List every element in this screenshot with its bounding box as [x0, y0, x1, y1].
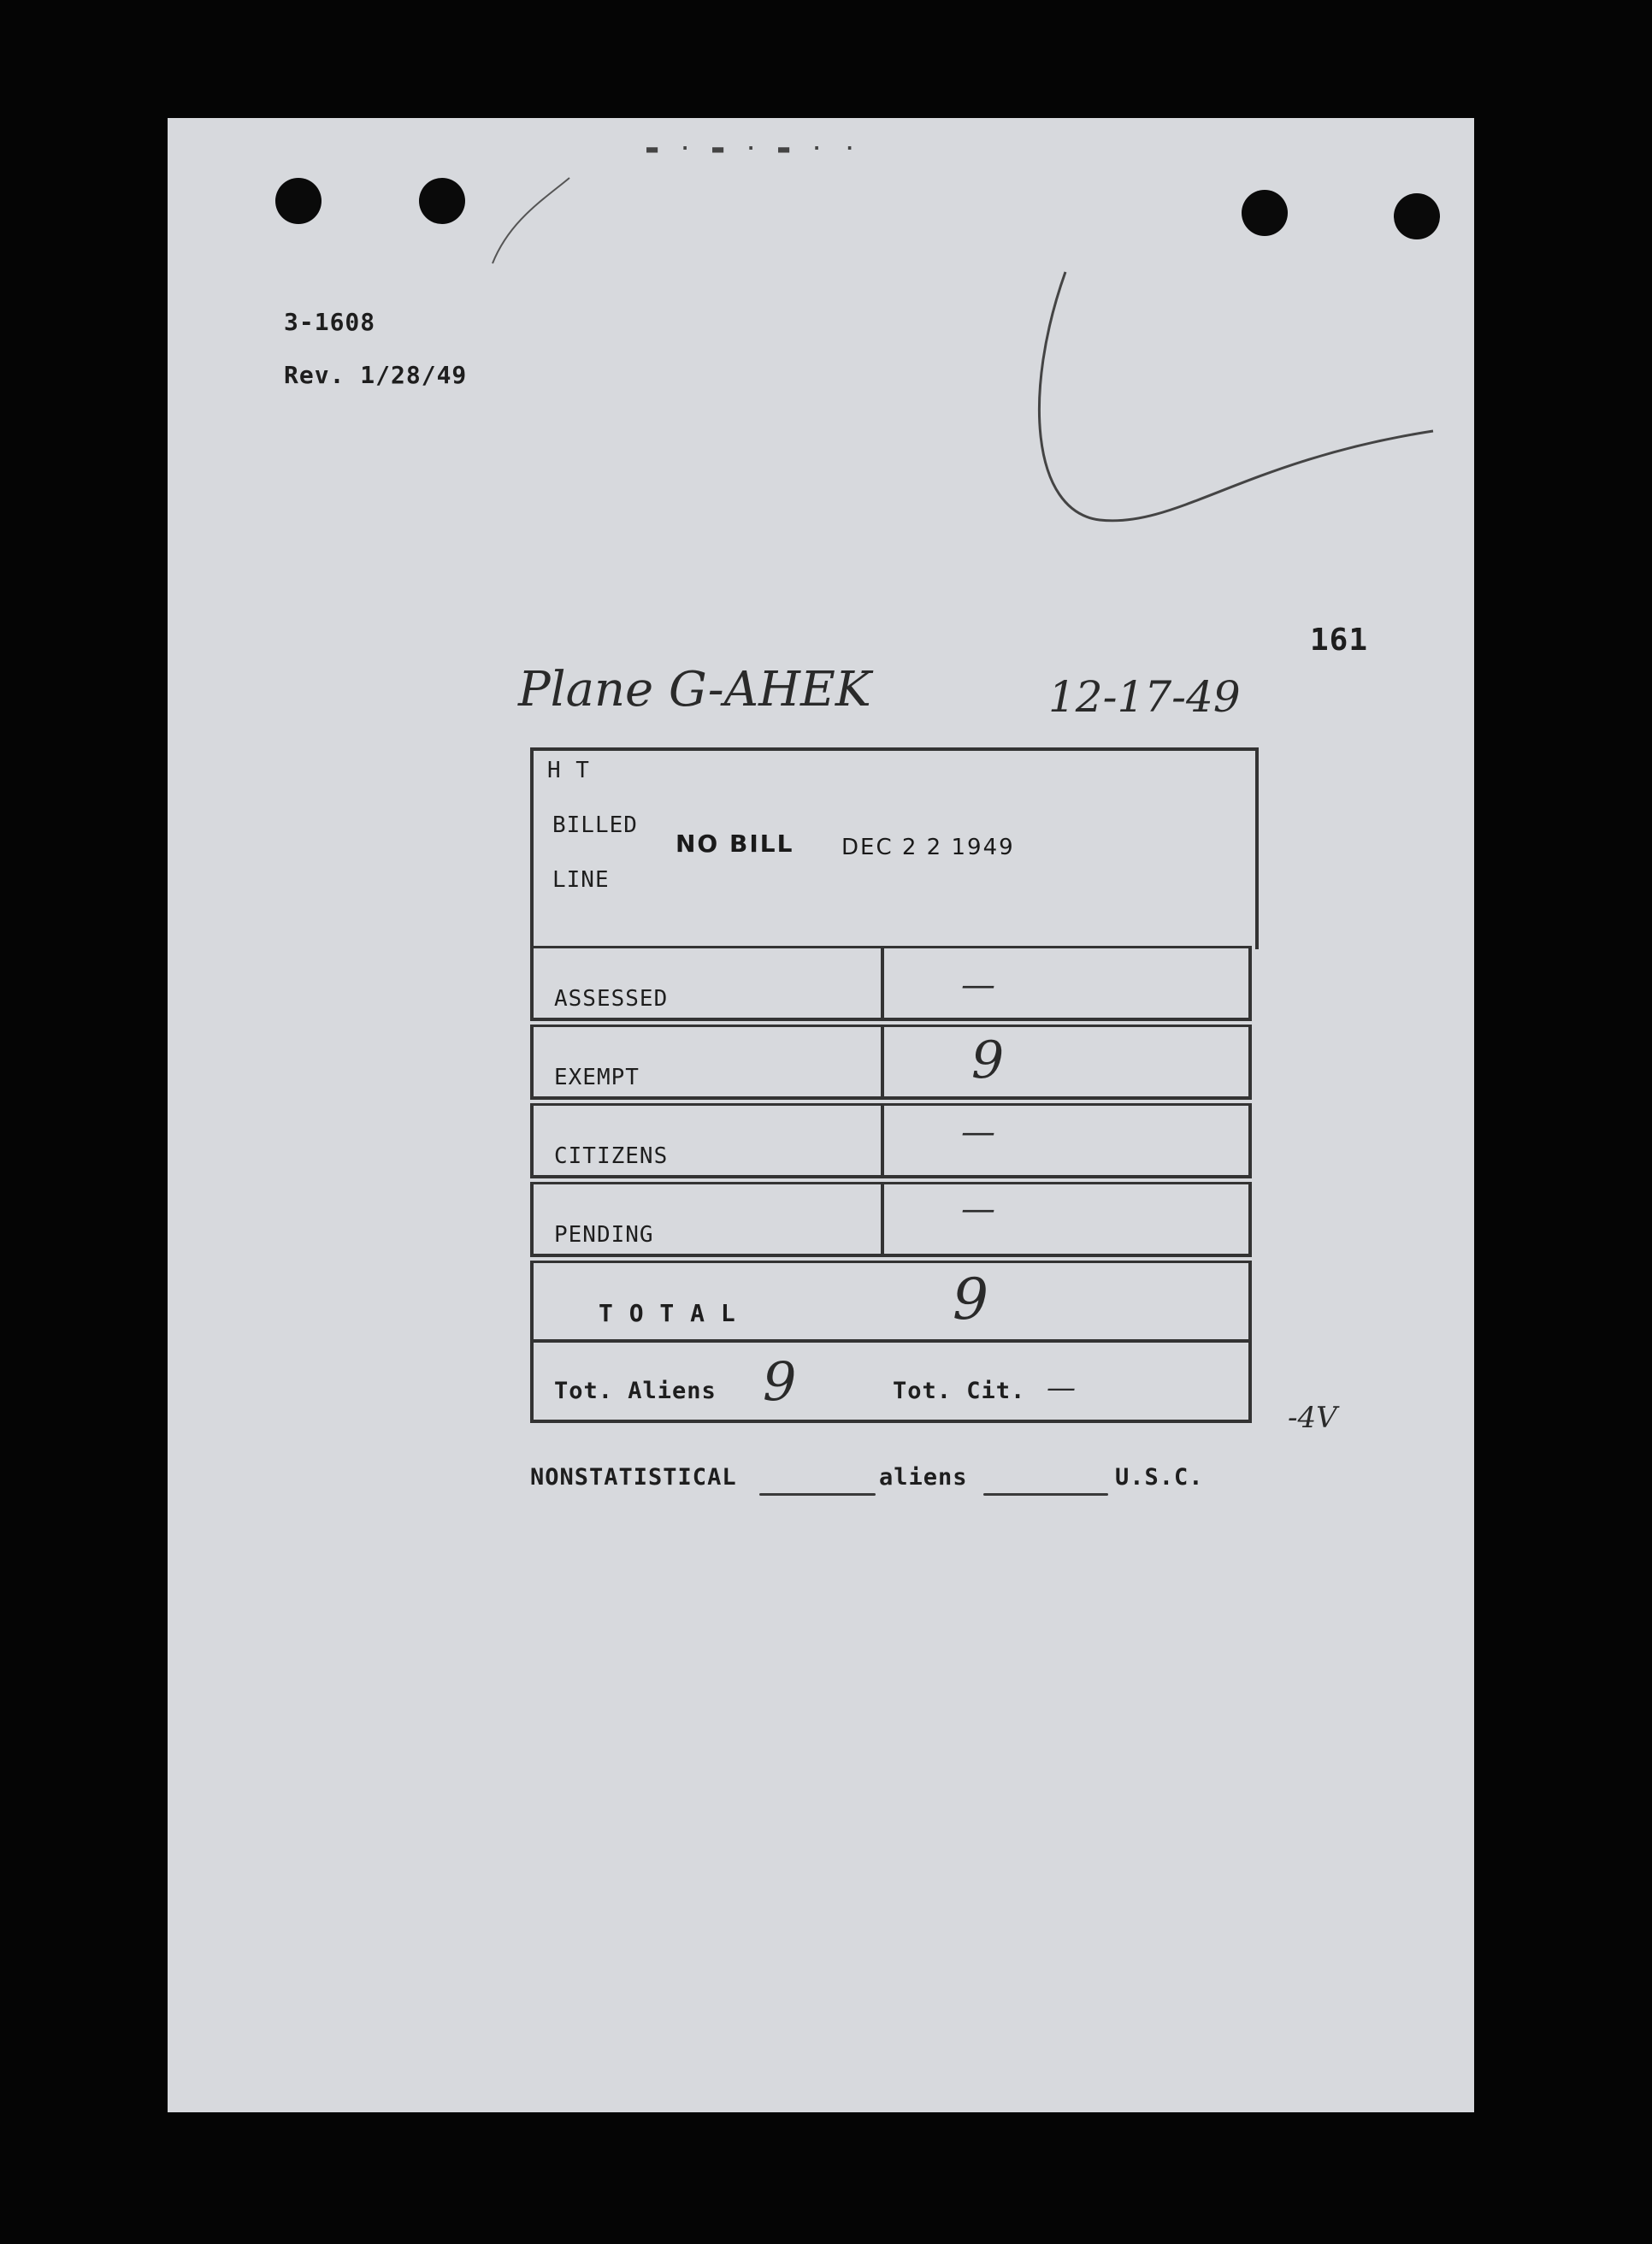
billed-label: BILLED: [552, 812, 638, 838]
no-bill-stamp: NO BILL: [676, 830, 794, 858]
nonstatistical-usc-blank: [983, 1493, 1108, 1496]
row-pending: [530, 1182, 1252, 1257]
row-total: [530, 1261, 1252, 1343]
aliens-label: aliens: [879, 1464, 968, 1491]
row-assessed: [530, 946, 1252, 1021]
document-page: [168, 118, 1474, 2112]
exempt-label: EXEMPT: [554, 1065, 640, 1090]
pending-label: PENDING: [554, 1222, 654, 1248]
row-divider: [881, 948, 884, 1018]
row-citizens: [530, 1103, 1252, 1178]
ht-label: H T: [547, 758, 590, 783]
line-label: LINE: [552, 867, 610, 893]
form-number: 3-1608: [284, 308, 376, 336]
pencil-curve-mark: [168, 118, 1474, 563]
citizens-label: CITIZENS: [554, 1143, 669, 1169]
billing-box: [530, 747, 1259, 949]
row-exempt: [530, 1025, 1252, 1100]
nonstatistical-aliens-blank: [759, 1493, 876, 1496]
page-number: 161: [1310, 623, 1369, 658]
usc-label: U.S.C.: [1115, 1464, 1204, 1491]
tot-aliens-value: 9: [763, 1350, 797, 1413]
row-totals: [530, 1339, 1252, 1423]
citizens-value: —: [961, 1113, 995, 1152]
tot-aliens-label: Tot. Aliens: [554, 1378, 717, 1404]
revision-date: Rev. 1/28/49: [284, 361, 468, 389]
assessed-value: —: [961, 966, 995, 1005]
total-value: 9: [953, 1267, 988, 1332]
top-marks: ▬ · ▬ · ▬ · ·: [646, 139, 861, 160]
assessed-label: ASSESSED: [554, 986, 669, 1012]
row-divider: [881, 1106, 884, 1175]
tot-cit-value: —: [1047, 1371, 1076, 1405]
handwritten-initials: -4V: [1288, 1401, 1337, 1435]
tally-form: [530, 747, 1255, 1442]
pending-value: —: [961, 1190, 995, 1229]
handwritten-date: 12-17-49: [1048, 672, 1241, 722]
nonstatistical-line: [530, 1464, 1300, 1498]
tot-cit-label: Tot. Cit.: [893, 1378, 1026, 1404]
exempt-value: 9: [971, 1030, 1005, 1090]
stamp-date: DEC 2 2 1949: [841, 835, 1015, 860]
row-divider: [881, 1027, 884, 1096]
total-label: T O T A L: [599, 1299, 736, 1327]
row-divider: [881, 1184, 884, 1254]
handwritten-plane: Plane G-AHEK: [518, 662, 871, 717]
nonstatistical-label: NONSTATISTICAL: [530, 1464, 737, 1491]
